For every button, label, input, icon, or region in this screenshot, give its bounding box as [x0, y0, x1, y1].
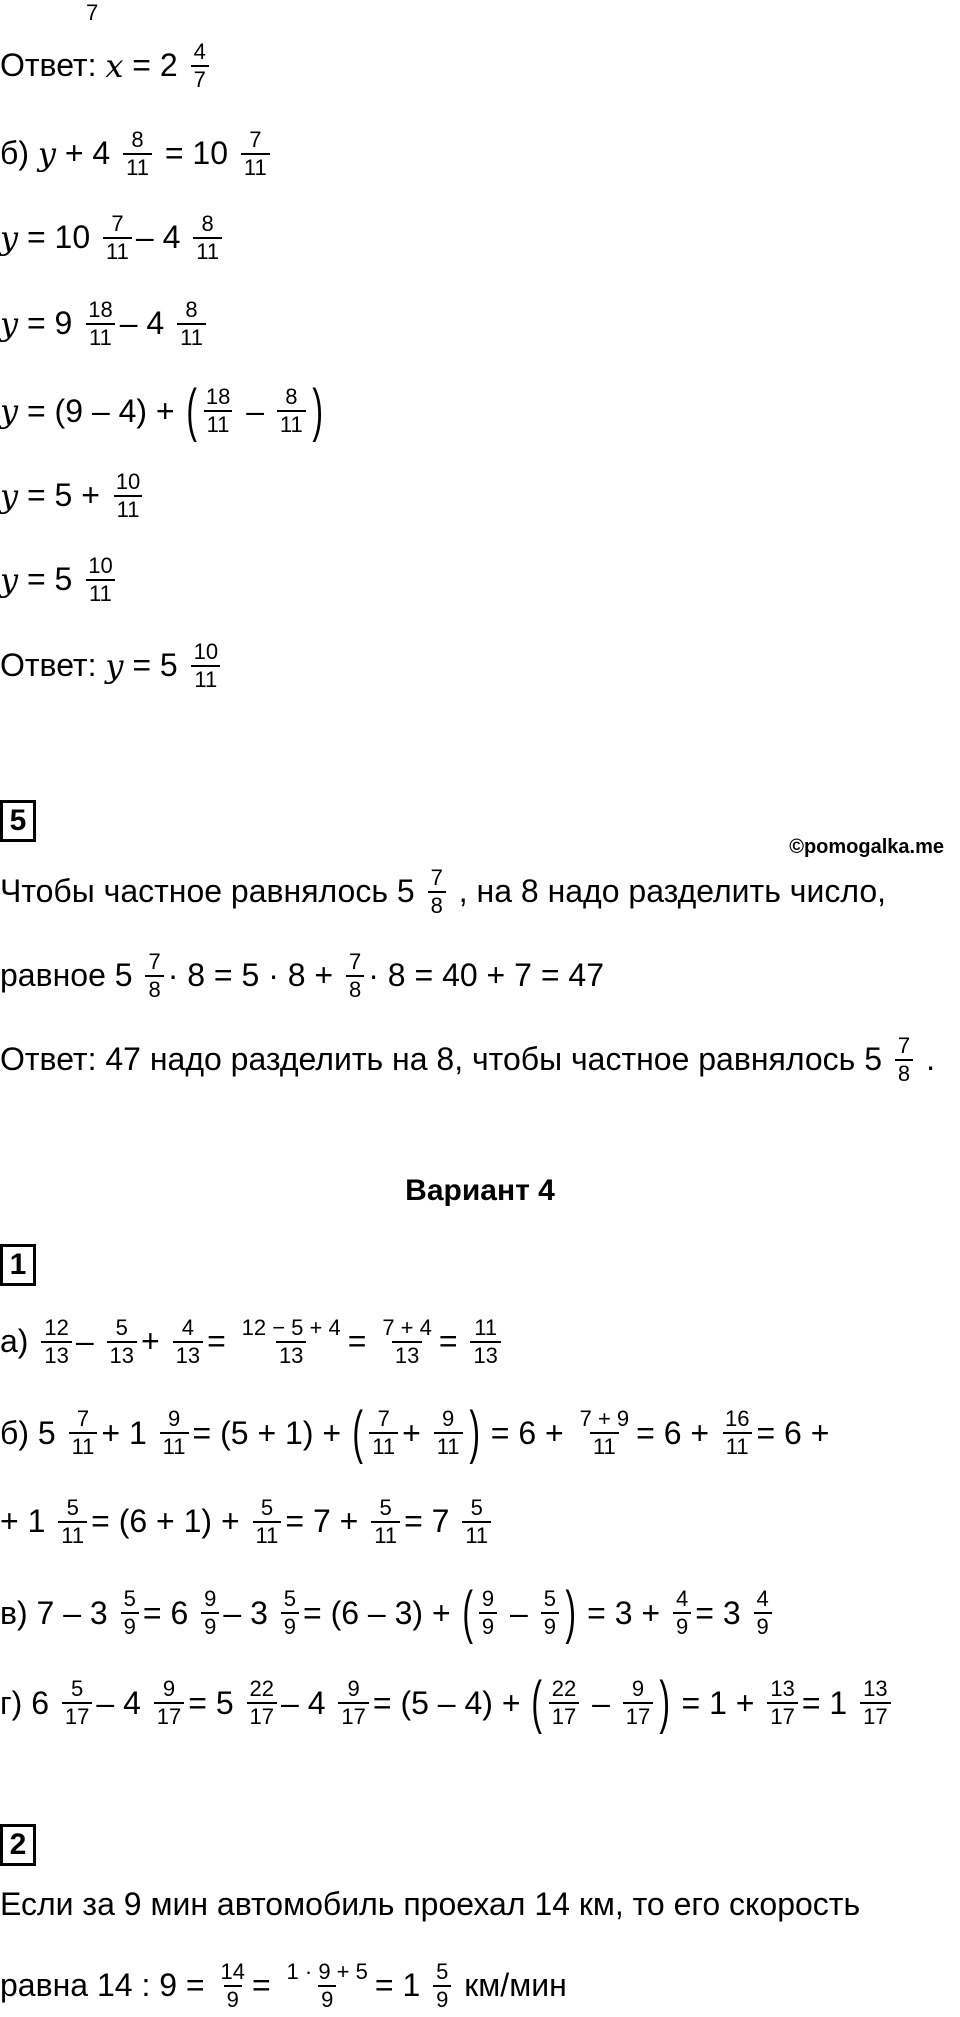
fraction-denominator: 8 [428, 891, 446, 918]
text-run: = 10 [18, 219, 100, 256]
fraction [767, 1677, 797, 1729]
task-number: 2 [0, 1824, 36, 1866]
fraction-numerator: 5 [470, 1495, 483, 1520]
fraction-denominator: 11 [371, 1521, 400, 1548]
fraction-denominator: 11 [177, 323, 206, 350]
fraction-numerator: 4 [676, 1586, 689, 1612]
fraction-denominator: 11 [253, 1521, 282, 1548]
fraction [754, 1587, 772, 1639]
text-line [0, 298, 210, 350]
text-run: б) [0, 135, 38, 172]
fraction-numerator: 5 [543, 1586, 556, 1612]
fraction-denominator: 17 [154, 1702, 184, 1729]
fraction [203, 385, 233, 437]
fraction [371, 1496, 400, 1548]
fraction-denominator: 13 [107, 1341, 137, 1368]
fraction-numerator: 5 [436, 1959, 449, 1984]
text-run: . [917, 1041, 935, 1078]
fraction-numerator: 9 [167, 1406, 181, 1432]
fraction-denominator: 11 [86, 323, 115, 350]
fraction [247, 1677, 277, 1729]
fraction-numerator: 16 [724, 1406, 750, 1432]
fraction-numerator: 7 [111, 211, 124, 236]
text-run: = [347, 1323, 376, 1360]
fraction-numerator: 11 [474, 1315, 498, 1340]
fraction [85, 554, 115, 606]
text-run: = 1 [374, 1967, 430, 2004]
fraction-denominator: 9 [754, 1612, 772, 1639]
fraction-denominator: 11 [114, 495, 143, 522]
text-run: Ответ: 47 надо разделить на 8, чтобы частное равнялось 5 [0, 1041, 891, 1078]
fraction [549, 1677, 579, 1729]
text-run: + [141, 1323, 169, 1360]
text-run: , на 8 надо разделить число, [449, 873, 887, 910]
fraction-denominator: 11 [369, 1432, 398, 1459]
fraction-denominator: 8 [346, 975, 364, 1002]
text-run: = 10 [155, 135, 237, 172]
fraction [160, 1407, 189, 1459]
fraction [338, 1677, 368, 1729]
text-run: = 9 [18, 305, 82, 342]
fraction-numerator: 7 [430, 865, 443, 890]
text-run: = [438, 1323, 467, 1360]
big-paren: ) [468, 1400, 480, 1465]
fraction-numerator: 7 [249, 127, 262, 152]
fraction [191, 40, 209, 92]
big-paren: ( [185, 378, 197, 443]
text-run: – 4 [96, 1684, 150, 1721]
fraction-denominator: 9 [201, 1612, 219, 1639]
fraction [577, 1407, 633, 1459]
fraction-numerator: 5 [115, 1315, 128, 1340]
fraction-numerator: 1 · 9 + 5 [286, 1959, 368, 1984]
top-fragment: 7 [86, 0, 99, 25]
text-line [0, 866, 886, 918]
fraction [284, 1960, 371, 2012]
fraction-numerator: 4 [181, 1315, 194, 1340]
text-run: равна 14 : 9 = [0, 1967, 214, 2004]
fraction [434, 1407, 463, 1459]
fraction-denominator: 8 [145, 975, 163, 1002]
variable: y [0, 392, 19, 430]
fraction-denominator: 9 [673, 1612, 691, 1639]
fraction-numerator: 7 [349, 949, 362, 974]
fraction-numerator: 9 [162, 1676, 176, 1702]
variable: y [0, 560, 19, 599]
fraction [241, 128, 270, 180]
text-line [0, 950, 604, 1002]
task-number-box [0, 1824, 36, 1866]
variable: y [0, 218, 19, 257]
fraction-denominator: 9 [433, 1985, 451, 2012]
text-run: = (5 – 4) + [372, 1684, 530, 1721]
fraction-numerator: 22 [249, 1676, 274, 1702]
fraction [145, 950, 163, 1002]
big-paren: ) [565, 1580, 576, 1645]
fraction [479, 1587, 497, 1639]
variable: y [0, 304, 19, 343]
text-run: + [402, 1414, 430, 1451]
text-run: равное 5 [0, 957, 142, 994]
text-line [0, 1034, 935, 1086]
fraction-denominator: 9 [281, 1612, 299, 1639]
fraction-numerator: 10 [115, 469, 141, 494]
fraction-denominator: 11 [191, 665, 220, 692]
fraction-numerator: 13 [770, 1676, 795, 1702]
fraction-numerator: 7 + 4 [382, 1315, 432, 1340]
fraction-denominator: 11 [723, 1432, 752, 1459]
fraction-numerator: 5 [379, 1495, 392, 1520]
fraction [69, 1407, 98, 1459]
text-run: = 5 [188, 1684, 243, 1721]
fraction-denominator: 11 [241, 153, 270, 180]
fraction-numerator: 12 [44, 1315, 69, 1340]
fraction [217, 1960, 247, 2012]
text-run: Чтобы частное равнялось 5 [0, 873, 424, 910]
text-run: = (6 + 1) + [91, 1503, 249, 1540]
fraction-denominator: 8 [895, 1059, 913, 1086]
text-run: = (5 + 1) + [192, 1414, 350, 1451]
fraction-numerator: 9 [481, 1586, 495, 1612]
fraction [239, 1316, 344, 1368]
fraction-denominator: 11 [590, 1432, 619, 1459]
text-line [0, 40, 213, 92]
fraction-numerator: 5 [71, 1676, 84, 1702]
text-run: Ответ: [0, 47, 106, 84]
text-line [0, 1496, 495, 1548]
big-paren: ) [312, 378, 323, 443]
fraction-numerator: 8 [131, 127, 144, 152]
text-run: = 2 [123, 47, 187, 84]
text-run: – [583, 1684, 619, 1721]
fraction [860, 1677, 890, 1729]
fraction-numerator: 5 [66, 1495, 79, 1520]
text-run: – 3 [223, 1594, 277, 1631]
text-line [0, 554, 120, 606]
fraction [85, 298, 115, 350]
fraction [41, 1316, 71, 1368]
text-line [0, 128, 274, 180]
text-run: = 6 + [636, 1414, 718, 1451]
fraction-denominator: 17 [247, 1702, 277, 1729]
fraction-denominator: 13 [392, 1341, 422, 1368]
fraction [201, 1587, 219, 1639]
fraction-denominator: 13 [470, 1341, 500, 1368]
big-paren: ( [352, 1400, 363, 1465]
fraction-numerator: 10 [88, 553, 113, 578]
fraction-denominator: 11 [58, 1521, 87, 1548]
text-run: Если за 9 мин автомобиль проехал 14 км, то его скорость [0, 1886, 861, 1922]
fraction [369, 1407, 398, 1459]
fraction [154, 1677, 184, 1729]
big-paren: ( [461, 1580, 473, 1645]
fraction-numerator: 8 [201, 211, 214, 236]
text-run: – 4 [135, 219, 190, 256]
text-run: = 5 + [18, 477, 109, 514]
fraction-denominator: 17 [549, 1702, 579, 1729]
text-run: = 6 + [756, 1414, 830, 1451]
fraction [113, 470, 143, 522]
text-run: = (6 – 3) + [303, 1594, 460, 1631]
fraction-numerator: 22 [551, 1676, 577, 1702]
fraction-denominator: 11 [69, 1432, 98, 1459]
fraction-denominator: 9 [318, 1985, 336, 2012]
variable: y [37, 134, 56, 173]
fraction [541, 1587, 559, 1639]
fraction-numerator: 5 [123, 1586, 136, 1612]
fraction [191, 640, 221, 692]
fraction [62, 1677, 92, 1729]
text-run: + 1 [0, 1503, 55, 1540]
text-run: = 3 [695, 1594, 750, 1631]
fraction-denominator: 11 [462, 1521, 491, 1548]
text-run: = 5 [123, 647, 187, 684]
text-run: Ответ: [0, 647, 106, 684]
fraction-numerator: 7 [377, 1406, 390, 1432]
text-line [0, 470, 147, 522]
text-run: км/мин [455, 1967, 567, 2004]
fraction-denominator: 13 [41, 1341, 71, 1368]
fraction-numerator: 9 [631, 1676, 645, 1702]
fraction [673, 1587, 691, 1639]
fraction-denominator: 11 [160, 1432, 189, 1459]
fraction-numerator: 18 [205, 384, 231, 410]
fraction [623, 1677, 653, 1729]
fraction-denominator: 17 [62, 1702, 92, 1729]
fraction [177, 298, 206, 350]
text-line [0, 1670, 895, 1735]
fraction [346, 950, 364, 1002]
fraction-numerator: 7 [897, 1033, 911, 1058]
big-paren: ( [531, 1670, 543, 1735]
text-line [0, 1886, 860, 1923]
fraction-denominator: 17 [338, 1702, 368, 1729]
fraction-denominator: 11 [204, 410, 233, 437]
text-run: – [237, 392, 273, 429]
fraction [253, 1496, 282, 1548]
fraction-denominator: 17 [767, 1702, 797, 1729]
fraction [428, 866, 446, 918]
fraction-numerator: 9 [204, 1586, 217, 1612]
watermark: ©pomogalka.me [789, 836, 944, 858]
fraction-numerator: 9 [347, 1676, 360, 1702]
fraction-denominator: 9 [121, 1612, 139, 1639]
fraction-numerator: 14 [220, 1959, 245, 1984]
text-run: + 1 [101, 1414, 156, 1451]
fraction [722, 1407, 752, 1459]
fraction-numerator: 7 [148, 949, 161, 974]
text-line [0, 640, 225, 692]
text-run: = [251, 1967, 280, 2004]
text-run: = (9 – 4) + [18, 392, 184, 429]
fraction-denominator: 11 [434, 1432, 463, 1459]
fraction [107, 1316, 137, 1368]
fraction [121, 1587, 139, 1639]
fraction-denominator: 11 [86, 579, 115, 606]
text-run: · 8 = 5 · 8 + [167, 957, 342, 994]
text-run: – [501, 1594, 537, 1631]
fraction [462, 1496, 491, 1548]
fraction-denominator: 11 [123, 153, 152, 180]
variable: x [105, 46, 124, 85]
fraction-denominator: 9 [541, 1612, 559, 1639]
fraction-denominator: 13 [173, 1341, 203, 1368]
big-paren: ) [659, 1670, 671, 1735]
fraction-denominator: 11 [193, 237, 222, 264]
text-line [0, 1316, 505, 1368]
fraction-denominator: 7 [191, 65, 209, 92]
fraction [103, 212, 132, 264]
variant-heading: Вариант 4 [405, 1174, 555, 1207]
fraction-numerator: 8 [285, 384, 298, 410]
fraction-numerator: 7 + 9 [579, 1406, 630, 1432]
fraction [277, 385, 306, 437]
fraction-numerator: 4 [756, 1586, 769, 1612]
fraction-numerator: 5 [283, 1586, 296, 1612]
text-run: – 4 [281, 1684, 335, 1721]
text-run: = 7 [404, 1503, 459, 1540]
fraction [379, 1316, 435, 1368]
text-run: = 1 + [672, 1684, 764, 1721]
fraction-denominator: 9 [224, 1985, 242, 2012]
fraction [193, 212, 222, 264]
fraction-denominator: 9 [479, 1612, 497, 1639]
fraction-numerator: 8 [185, 297, 198, 322]
variable: y [105, 646, 124, 685]
text-run: в) 7 – 3 [0, 1594, 117, 1631]
text-run: = 3 + [578, 1594, 669, 1631]
fraction-numerator: 4 [193, 39, 206, 64]
task-number: 5 [0, 800, 36, 842]
text-line [0, 1400, 830, 1465]
text-run: + 4 [55, 135, 120, 172]
text-run: = 7 + [285, 1503, 368, 1540]
text-line [0, 378, 325, 443]
variable: y [0, 476, 19, 515]
fraction-denominator: 13 [276, 1341, 306, 1368]
text-run: = 5 [18, 561, 82, 598]
fraction [123, 128, 152, 180]
fraction-numerator: 18 [88, 297, 113, 322]
text-run: · 8 = 40 + 7 = 47 [368, 957, 604, 994]
fraction [470, 1316, 500, 1368]
text-run: = 6 + [481, 1414, 573, 1451]
fraction-numerator: 12 − 5 + 4 [241, 1315, 341, 1340]
fraction-numerator: 10 [193, 639, 219, 664]
fraction-numerator: 13 [863, 1676, 888, 1702]
text-line [0, 212, 226, 264]
text-run: = [207, 1323, 235, 1360]
text-run: = 1 [801, 1684, 857, 1721]
fraction [895, 1034, 913, 1086]
fraction [173, 1316, 203, 1368]
text-run: г) 6 [0, 1684, 58, 1721]
text-run: – [75, 1323, 103, 1360]
fraction-denominator: 17 [623, 1702, 653, 1729]
fraction-denominator: 17 [860, 1702, 890, 1729]
task-number-box [0, 1244, 36, 1286]
text-run: – 4 [119, 305, 174, 342]
fraction-numerator: 5 [260, 1495, 274, 1520]
task-number: 1 [0, 1244, 36, 1286]
text-run: б) 5 [0, 1414, 65, 1451]
text-run: а) [0, 1323, 38, 1360]
fraction [58, 1496, 87, 1548]
fraction-denominator: 11 [103, 237, 132, 264]
fraction-numerator: 7 [76, 1406, 90, 1432]
task-number-box [0, 800, 36, 842]
text-line [0, 1580, 776, 1645]
fraction-numerator: 9 [441, 1406, 455, 1432]
fraction [281, 1587, 299, 1639]
fraction-denominator: 11 [277, 410, 306, 437]
text-run: = 6 [142, 1594, 198, 1631]
text-line [0, 1960, 567, 2012]
fraction [433, 1960, 451, 2012]
